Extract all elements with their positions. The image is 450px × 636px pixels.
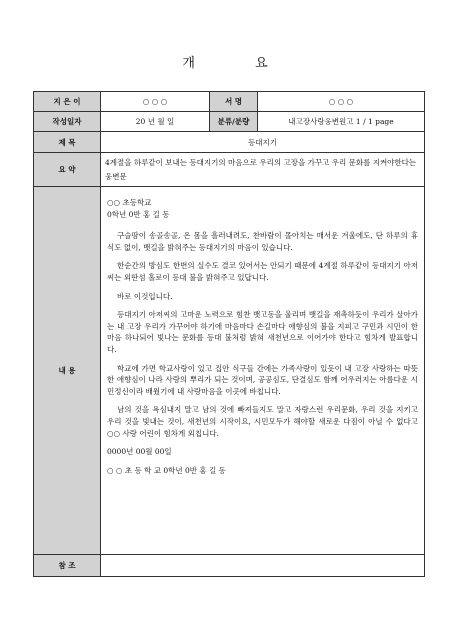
paragraph-3: 바로 이것입니다.	[117, 291, 173, 301]
author-row	[34, 92, 425, 112]
paragraph-2: 한순간의 방심도 한번의 실수도 결코 있어서는 안되기 때문에 4계절 하루같이 등대지기 아저씨는 외딴섬 홀로이 등대 불을 밝혀주고 있답니다.	[107, 261, 418, 282]
content-row	[34, 187, 425, 555]
outline-form-table	[33, 91, 425, 577]
summary-value: 4계절을 하루같이 보내는 등대지기의 마음으로 우리의 고장을 가꾸고 우리 문화를 지켜야한다는 웅변문	[101, 153, 425, 187]
signature-name-value: ○ ○ ○	[258, 92, 425, 112]
author-label: 지 은 이	[34, 92, 101, 112]
student-line: 0학년 0반 홍 길 동	[107, 209, 170, 219]
author-value: ○ ○ ○	[101, 92, 210, 112]
date-value: 20 년 월 일	[101, 112, 210, 132]
paragraph-6: 남의 것을 욕심내지 말고 남의 것에 빠져들지도 말고 자랑스런 우리문화, 우리 것을 지키고 우리 것을 빛내는 것이, 새천년의 시작이요, 시민모두가 해야할 새로운 다짐이 아닐 수 없다고 ○○ 사랑 어린이 힘차게 외칩니다.	[107, 405, 418, 438]
date-line: 0000년 00월 00일	[107, 447, 172, 457]
date-label: 작성일자	[34, 112, 101, 132]
school-line: ○○ 초등학교	[107, 198, 152, 207]
page-title: 개 요	[182, 56, 296, 71]
signature-name-label: 서 명	[210, 92, 258, 112]
subject-label: 제 목	[34, 132, 101, 153]
summary-row	[34, 153, 425, 187]
reference-label: 참 조	[34, 555, 101, 577]
category-label: 분류/분량	[210, 112, 258, 132]
reference-value	[101, 555, 425, 577]
content-label: 내 용	[34, 187, 101, 555]
reference-row	[34, 555, 425, 577]
content-body	[101, 187, 425, 555]
summary-label: 요 약	[34, 153, 101, 187]
paragraph-4: 등대지기 아저씨의 고마운 노력으로 힘찬 뱃고동을 울리며 뱃길을 재촉하듯이 우리가 살아가는 내 고장 우리가 가꾸어야 하기에 마음마다 손길마다 애향심의 불을 지피고 구민과 시민이 한마음 하나되어 빛나는 문화를 등대 불처럼 밝혀 새천년으로 이어가야 한다고 힘차게 발표합니다.	[107, 310, 418, 354]
paragraph-5: 학교에 가면 학교사랑이 있고 집안 식구들 간에는 가족사랑이 있듯이 내 고장 사랑하는 따뜻한 애향심이 나라 사랑의 뿌리가 되는 것이며, 공공심도, 단결심도 함께 어우러지는 아름다운 시민정신이라 배웠기에 내 사랑마음을 이곳에 바칩니다.	[107, 363, 418, 396]
category-value: 내고장사랑웅변원고 1 / 1 page	[258, 112, 425, 132]
paragraph-1: 구슬땀이 송골송골, 온 몸을 흘러내려도, 찬바람이 몰아치는 매서운 겨울에도, 단 하루의 휴식도 없이, 뱃길을 밝혀주는 등대지기의 마음이 있습니다.	[107, 231, 418, 252]
signature-line: ○ ○ 초 등 학 교 0학년 0반 홍 길 동	[107, 465, 226, 475]
subject-row	[34, 132, 425, 153]
date-row	[34, 112, 425, 132]
subject-value: 등대지기	[101, 132, 425, 153]
